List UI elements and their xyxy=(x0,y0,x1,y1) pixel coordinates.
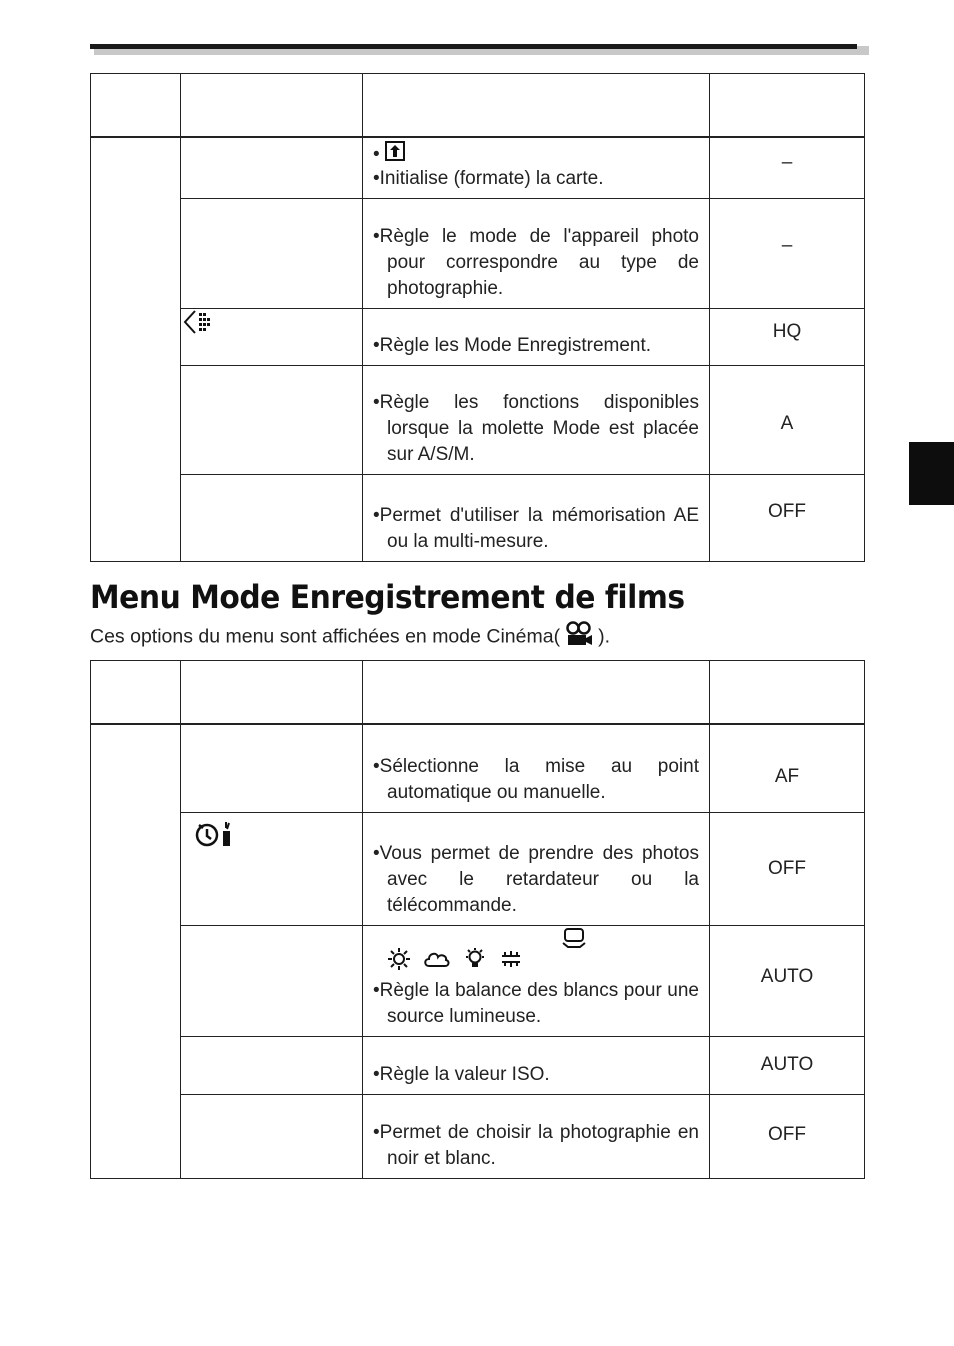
table-header-row xyxy=(91,661,865,725)
header-cell-4 xyxy=(710,661,865,725)
default-value: – xyxy=(710,137,865,199)
table-row xyxy=(91,813,865,926)
default-value: OFF xyxy=(710,475,865,562)
desc-text: •Permet de choisir la photographie en noir et blanc. xyxy=(373,1122,699,1169)
table-row xyxy=(91,475,865,562)
self-timer-remote-icon xyxy=(195,819,235,857)
desc-text: •Sélectionne la mise au point automatique ou manuelle. xyxy=(373,756,699,803)
desc-text: •Règle les Mode Enregistrement. xyxy=(373,335,652,356)
default-value: OFF xyxy=(710,1095,865,1179)
desc-text: •Vous permet de prendre des photos avec le retardateur ou la télécommande. xyxy=(373,843,699,916)
item-cell xyxy=(181,724,363,813)
default-value: – xyxy=(710,199,865,309)
table-row xyxy=(91,926,865,1037)
subtitle-text-end: ). xyxy=(598,625,610,648)
table-header-row xyxy=(91,74,865,138)
desc-cell xyxy=(363,309,710,366)
menu-group-cell xyxy=(91,724,181,1179)
subtitle-text: Ces options du menu sont affichées en mode Cinéma( xyxy=(90,625,561,648)
item-cell xyxy=(181,199,363,309)
default-value: A xyxy=(710,366,865,475)
header-cell-3 xyxy=(363,74,710,138)
default-value: AUTO xyxy=(710,926,865,1037)
desc-cell xyxy=(363,199,710,309)
default-value: OFF xyxy=(710,813,865,926)
desc-cell xyxy=(363,926,710,1037)
desc-cell xyxy=(363,366,710,475)
default-value: AF xyxy=(710,724,865,813)
desc-text: •Permet d'utiliser la mémorisation AE ou la multi-mesure. xyxy=(373,505,699,552)
header-rule xyxy=(90,44,857,49)
desc-cell xyxy=(363,475,710,562)
cloudy-icon xyxy=(423,948,451,978)
section-subtitle xyxy=(90,621,610,653)
section-title: Menu Mode Enregistrement de films xyxy=(90,578,685,616)
recording-menu-table xyxy=(90,73,865,562)
table-row xyxy=(91,1037,865,1095)
header-cell-2 xyxy=(181,661,363,725)
default-value: HQ xyxy=(710,309,865,366)
quality-icon xyxy=(181,309,217,345)
table-row xyxy=(91,1095,865,1179)
table-row xyxy=(91,137,865,199)
desc-cell xyxy=(363,1037,710,1095)
desc-cell xyxy=(363,724,710,813)
movie-menu-table xyxy=(90,660,865,1179)
item-cell xyxy=(181,137,363,199)
header-cell-1 xyxy=(91,74,181,138)
item-cell xyxy=(181,475,363,562)
item-cell xyxy=(181,366,363,475)
desc-text: •Initialise (formate) la carte. xyxy=(373,168,604,189)
daylight-icon xyxy=(387,947,411,979)
item-cell xyxy=(181,813,363,926)
table-row xyxy=(91,366,865,475)
item-cell xyxy=(181,926,363,1037)
header-cell-3 xyxy=(363,661,710,725)
desc-cell xyxy=(363,1095,710,1179)
fluorescent-icon xyxy=(499,948,523,978)
header-cell-1 xyxy=(91,661,181,725)
table-row xyxy=(91,724,865,813)
desc-text: •Règle les fonctions disponibles lorsque la molette Mode est placée sur A/S/M. xyxy=(373,392,699,465)
table-row xyxy=(91,309,865,366)
desc-cell xyxy=(363,813,710,926)
item-cell xyxy=(181,1037,363,1095)
desc-text: •Règle le mode de l'appareil photo pour correspondre au type de photographie. xyxy=(373,226,699,299)
item-cell xyxy=(181,1095,363,1179)
movie-camera-icon xyxy=(564,621,594,653)
tungsten-icon xyxy=(463,947,487,979)
header-cell-2 xyxy=(181,74,363,138)
chapter-tab xyxy=(909,442,954,505)
menu-group-cell xyxy=(91,137,181,562)
table-row xyxy=(91,199,865,309)
white-balance-custom-icon xyxy=(561,927,589,957)
desc-cell: • •Initialise (formate) la carte. xyxy=(363,137,710,199)
header-cell-4 xyxy=(710,74,865,138)
default-value: AUTO xyxy=(710,1037,865,1095)
desc-text: •Règle la valeur ISO. xyxy=(373,1064,550,1085)
desc-text: •Règle la balance des blancs pour une source lumineuse. xyxy=(373,980,699,1027)
item-cell xyxy=(181,309,363,366)
